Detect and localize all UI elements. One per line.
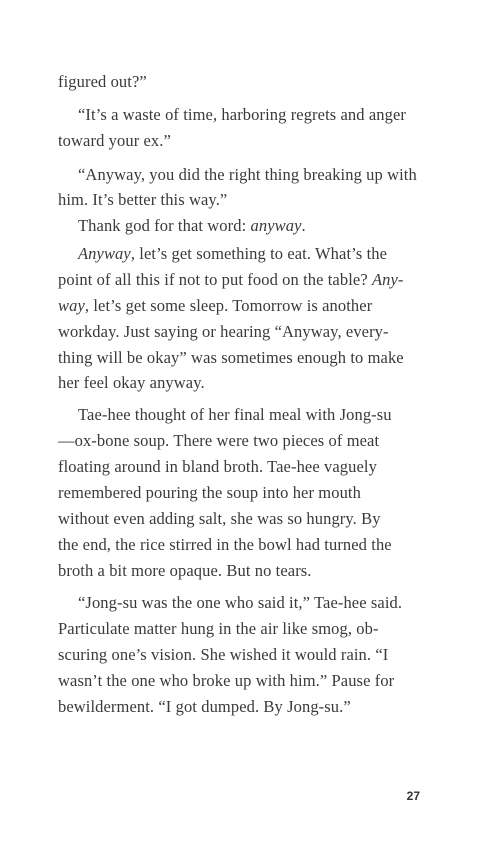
italic-text-run: Anyway [78,244,131,263]
text-run: . [301,216,306,235]
text-run: broth a bit more opaque. But no tears. [58,561,312,580]
text-run: figured out?” [58,72,147,91]
text-line [58,270,404,290]
text-run: him. It’s better this way.” [58,190,228,209]
text-run: floating around in bland broth. Tae-hee vaguely [58,457,377,476]
italic-text-run: way [58,296,85,315]
text-run: wasn’t the one who broke up with him.” Pause for [58,671,395,690]
text-line [58,671,394,691]
text-run: , let’s get something to eat. What’s the [130,244,388,263]
text-line [78,105,406,125]
text-run: the end, the rice stirred in the bowl had turned the [58,535,392,554]
text-line [58,72,147,92]
text-run: Particulate matter hung in the air like smog, ob- [58,619,379,638]
text-run: remembered pouring the soup into her mouth [58,483,361,502]
text-run: Tae-hee thought of her final meal with Jong-su [78,405,392,424]
text-line [58,483,361,503]
text-run: point of all this if not to put food on the table? [58,270,372,289]
text-line [78,593,402,613]
text-run: thing will be okay” was sometimes enough to make [58,348,404,367]
text-run: without even adding salt, she was so hungry. By [58,509,381,528]
text-line [58,348,404,368]
text-line [78,165,417,185]
text-line [58,619,379,639]
text-line [58,509,381,529]
text-run: , let’s get some sleep. Tomorrow is another [84,296,373,315]
text-run: scuring one’s vision. She wished it would rain. “I [58,645,389,664]
text-line [58,457,377,477]
text-line [78,405,392,425]
text-line [58,190,227,210]
text-line [58,131,171,151]
page-number: 27 [406,789,420,803]
text-line [58,645,388,665]
text-run: Thank god for that word: [78,216,251,235]
text-run: workday. Just saying or hearing “Anyway, every- [58,322,389,341]
text-line [58,373,205,393]
text-line [58,431,379,451]
text-run: toward your ex.” [58,131,171,150]
italic-text-run: anyway [250,216,302,235]
text-run: “Jong-su was the one who said it,” Tae-hee said. [78,593,403,612]
text-run: “It’s a waste of time, harboring regrets and anger [78,105,406,124]
text-run: her feel okay anyway. [58,373,205,392]
text-run: bewilderment. “I got dumped. By Jong-su.” [58,697,351,716]
text-line [58,322,389,342]
italic-text-run: Any- [371,270,404,289]
text-line [58,561,312,581]
text-line [78,216,306,236]
text-run: —ox-bone soup. There were two pieces of meat [58,431,380,450]
text-line [58,296,372,316]
text-line [78,244,387,264]
text-line [58,535,392,555]
text-line [58,697,351,717]
text-run: “Anyway, you did the right thing breaking up with [78,165,417,184]
